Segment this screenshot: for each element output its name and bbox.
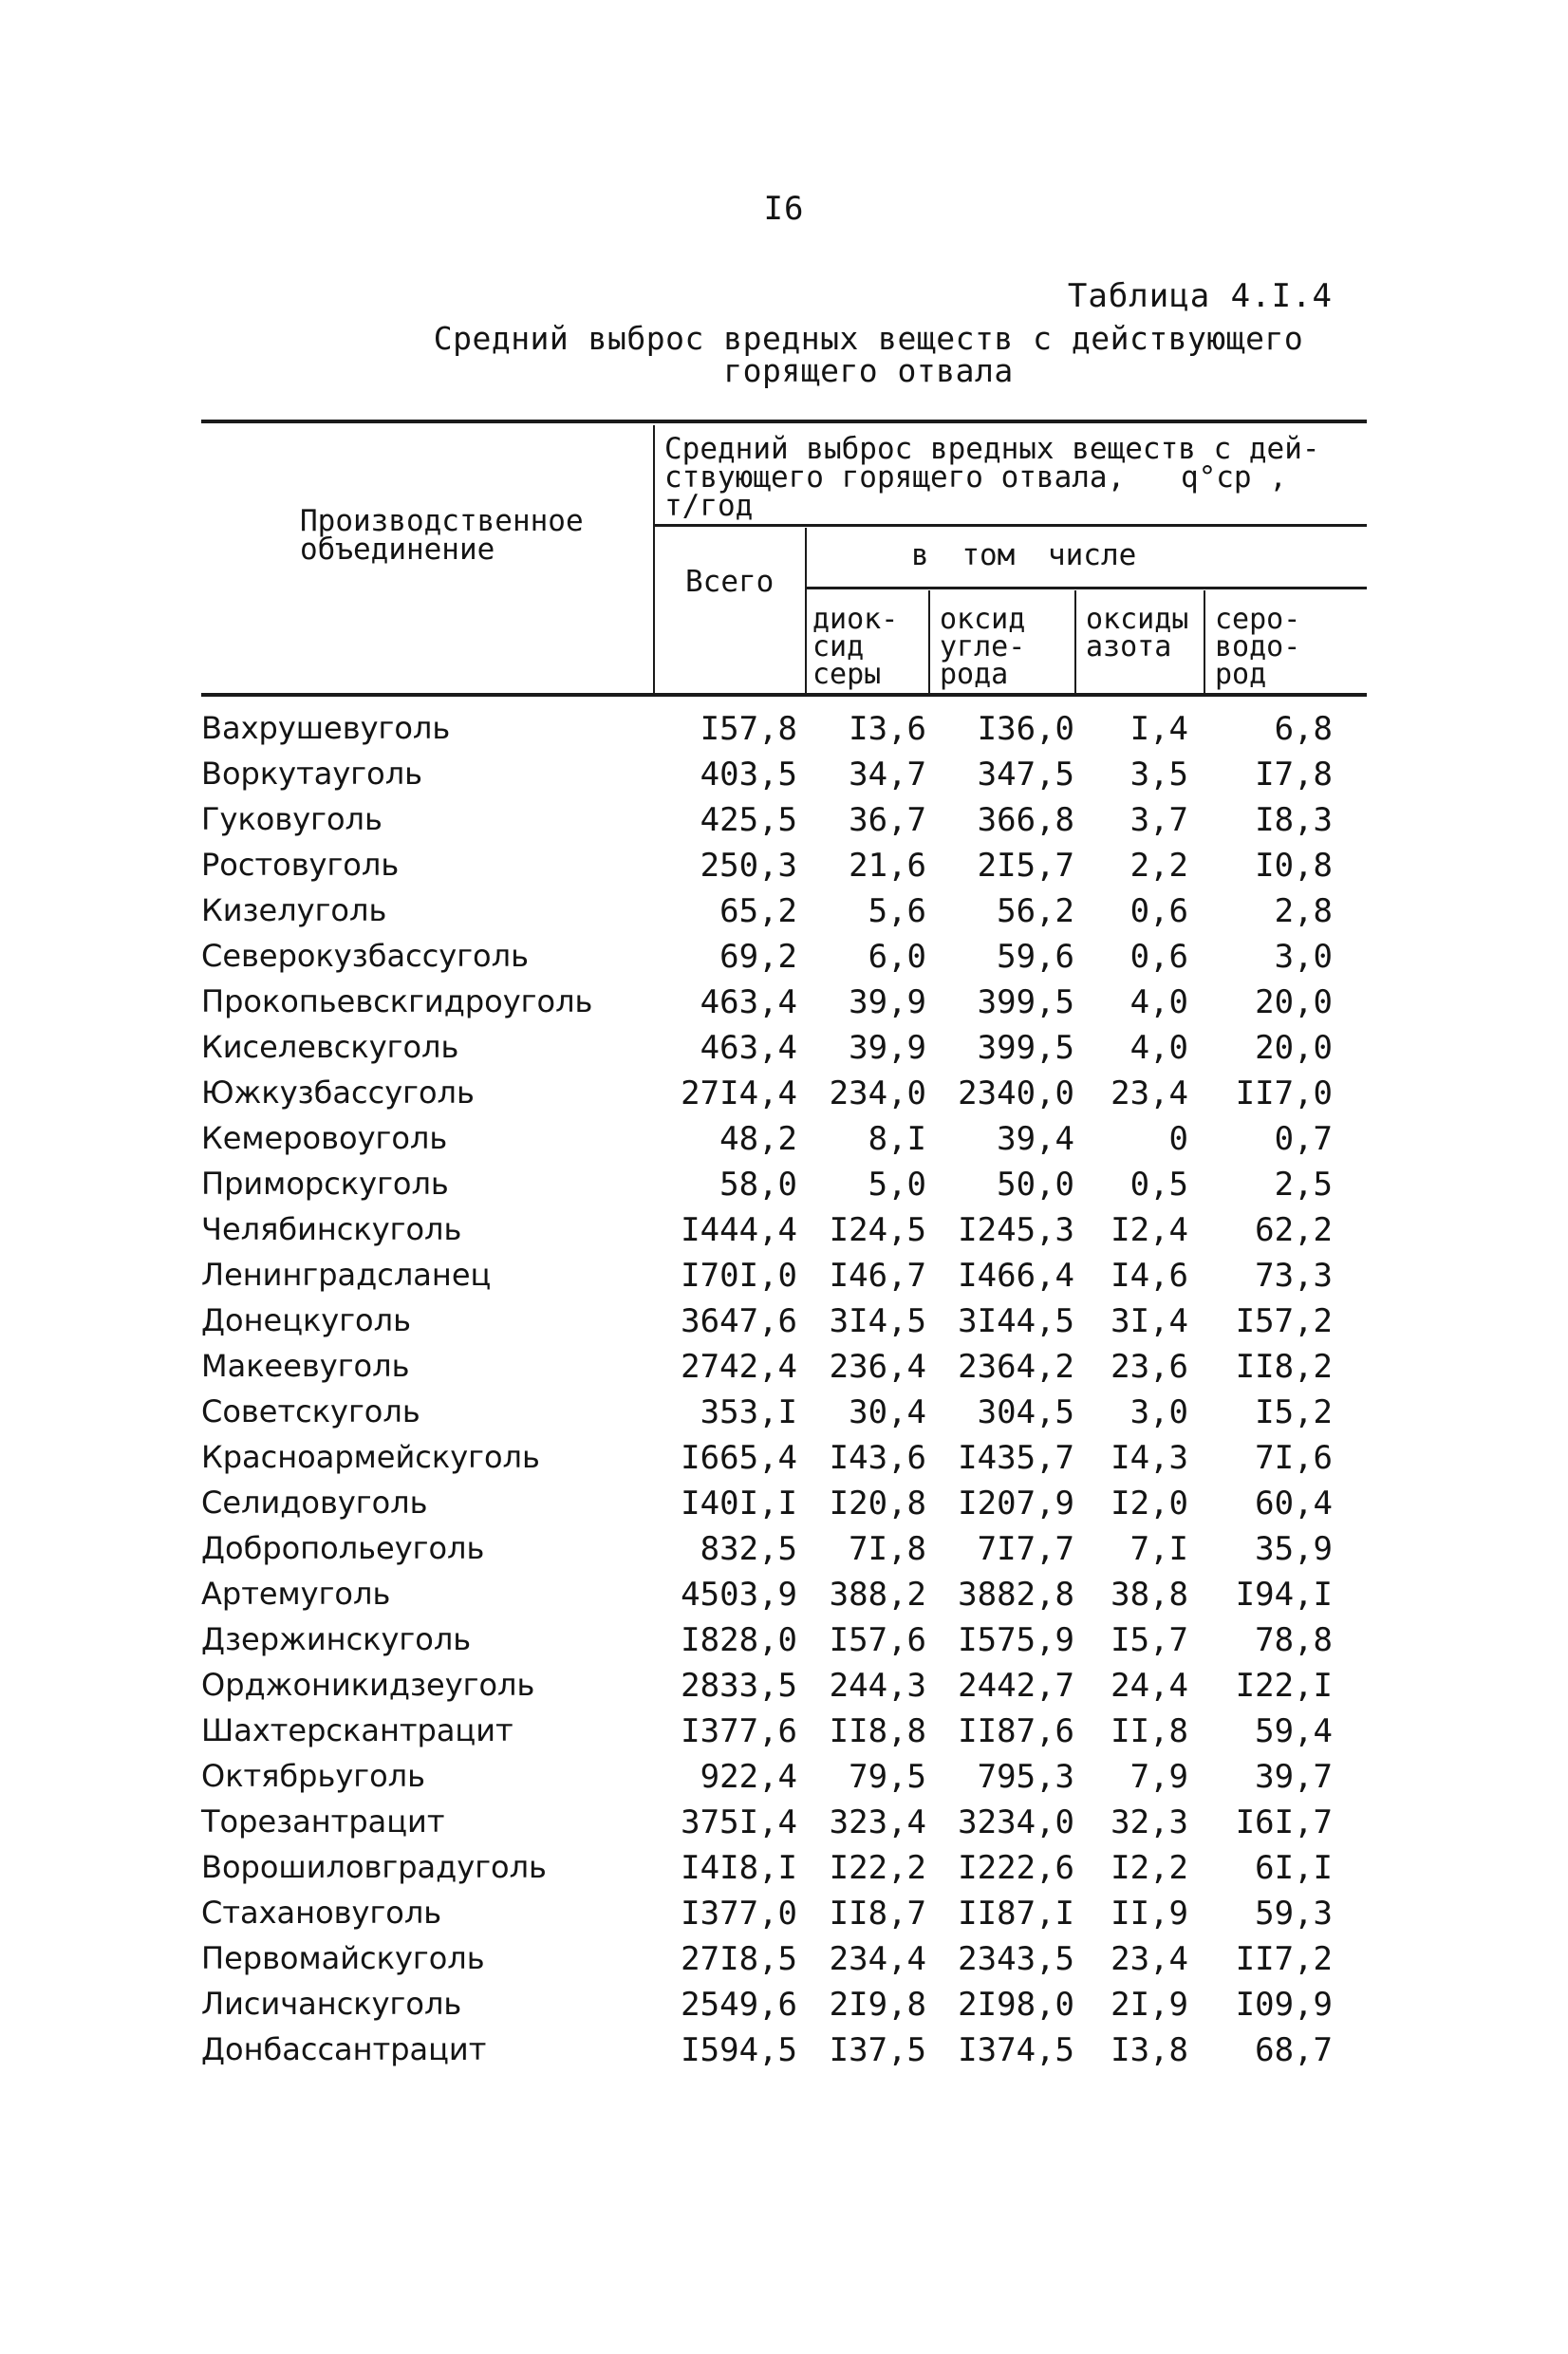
total-value: I444,4: [681, 1211, 797, 1249]
nox-value: 23,4: [1111, 1940, 1188, 1978]
association-name: Стахановуголь: [201, 1895, 442, 1931]
so2-value: II8,7: [829, 1895, 926, 1933]
so2-value: 6,0: [868, 938, 926, 976]
association-name: Лисичанскуголь: [201, 1986, 462, 2022]
h2s-value: 35,9: [1255, 1530, 1333, 1568]
table-row: [0, 892, 1568, 938]
h2s-value: 6I,I: [1255, 1849, 1333, 1887]
table-row: [0, 710, 1568, 756]
table-row: [0, 1302, 1568, 1348]
so2-value: 3I4,5: [829, 1302, 926, 1340]
nox-value: 7,I: [1129, 1530, 1188, 1568]
co-value: 2364,2: [958, 1348, 1074, 1386]
h2s-value: I09,9: [1235, 1986, 1333, 2024]
h2s-value: 59,4: [1255, 1712, 1333, 1750]
association-name: Прокопьевскгидроуголь: [201, 983, 593, 1019]
association-name: Ленинградсланец: [201, 1257, 492, 1293]
total-value: I665,4: [681, 1439, 797, 1477]
divider-name-total: [653, 425, 655, 693]
so2-value: 34,7: [849, 756, 926, 794]
total-value: 65,2: [719, 892, 797, 930]
table-row: [0, 756, 1568, 801]
association-name: Воркутауголь: [201, 756, 422, 792]
table-row: [0, 1849, 1568, 1895]
table-row: [0, 1895, 1568, 1940]
total-value: 4503,9: [681, 1576, 797, 1614]
co-value: 39,4: [997, 1120, 1074, 1158]
nox-value: 4,0: [1129, 983, 1188, 1021]
so2-value: 234,0: [829, 1074, 926, 1112]
h2s-value: 2,5: [1274, 1166, 1333, 1204]
total-value: 69,2: [719, 938, 797, 976]
association-name: Киселевскуголь: [201, 1029, 459, 1065]
nox-value: 24,4: [1111, 1667, 1188, 1705]
group-title-header: [664, 432, 1320, 523]
so2-header-line-1: диок-: [812, 603, 899, 636]
table-row: [0, 1074, 1568, 1120]
association-name: Красноармейскуголь: [201, 1439, 540, 1475]
table-title: [199, 320, 1538, 389]
association-name: Торезантрацит: [201, 1803, 445, 1840]
association-name: Шахтерскантрацит: [201, 1712, 513, 1748]
total-value: 2742,4: [681, 1348, 797, 1386]
h2s-value: II8,2: [1235, 1348, 1333, 1386]
total-value: 832,5: [700, 1530, 797, 1568]
association-name: Донецкуголь: [201, 1302, 411, 1338]
so2-value: 79,5: [849, 1758, 926, 1796]
co-value: 795,3: [977, 1758, 1074, 1796]
nox-value: 3I,4: [1111, 1302, 1188, 1340]
association-name: Октябрьуголь: [201, 1758, 425, 1794]
total-value: I828,0: [681, 1621, 797, 1659]
nox-value: 32,3: [1111, 1803, 1188, 1841]
nox-value: 3,0: [1129, 1393, 1188, 1431]
association-name: Советскуголь: [201, 1393, 420, 1429]
nox-value: I2,4: [1111, 1211, 1188, 1249]
so2-value: 2I9,8: [829, 1986, 926, 2024]
co-header: [940, 603, 1026, 691]
co-value: I207,9: [958, 1485, 1074, 1523]
table-top-rule: [201, 420, 1367, 423]
table-row: [0, 1348, 1568, 1393]
divider-nox-h2s: [1204, 590, 1205, 693]
group-title-line-2-text: ствующего горящего отвала,: [664, 460, 1126, 495]
so2-value: 39,9: [849, 1029, 926, 1067]
table-row: [0, 1393, 1568, 1439]
so2-value: I22,2: [829, 1849, 926, 1887]
co-value: 3882,8: [958, 1576, 1074, 1614]
co-header-line-2: угле-: [940, 630, 1026, 663]
table-row: [0, 1257, 1568, 1302]
nox-value: 0,5: [1129, 1166, 1188, 1204]
h2s-value: I5,2: [1255, 1393, 1333, 1431]
co-value: 304,5: [977, 1393, 1074, 1431]
total-value: I70I,0: [681, 1257, 797, 1295]
h2s-value: 59,3: [1255, 1895, 1333, 1933]
group-title-line-2: [664, 460, 1320, 495]
association-name: Гуковуголь: [201, 801, 383, 837]
nox-value: 23,6: [1111, 1348, 1188, 1386]
nox-value: I2,2: [1111, 1849, 1188, 1887]
co-value: 3I44,5: [958, 1302, 1074, 1340]
nox-value: I4,6: [1111, 1257, 1188, 1295]
h2s-value: 0,7: [1274, 1120, 1333, 1158]
so2-value: 244,3: [829, 1667, 926, 1705]
h2s-value: 60,4: [1255, 1485, 1333, 1523]
co-value: 2442,7: [958, 1667, 1074, 1705]
total-value: 250,3: [700, 847, 797, 885]
nox-value: 7,9: [1129, 1758, 1188, 1796]
co-value: I575,9: [958, 1621, 1074, 1659]
so2-header-line-2: сид: [812, 630, 865, 663]
nox-value: 23,4: [1111, 1074, 1188, 1112]
co-value: 3234,0: [958, 1803, 1074, 1841]
divider-co-nox: [1074, 590, 1076, 693]
h2s-value: I94,I: [1235, 1576, 1333, 1614]
co-value: 56,2: [997, 892, 1074, 930]
association-name: Макеевуголь: [201, 1348, 410, 1384]
h2s-value: II7,2: [1235, 1940, 1333, 1978]
so2-value: 388,2: [829, 1576, 926, 1614]
total-value: 27I8,5: [681, 1940, 797, 1978]
nox-value: 38,8: [1111, 1576, 1188, 1614]
h2s-value: 62,2: [1255, 1211, 1333, 1249]
table-row: [0, 983, 1568, 1029]
so2-value: 234,4: [829, 1940, 926, 1978]
so2-value: I57,6: [829, 1621, 926, 1659]
so2-value: I37,5: [829, 2031, 926, 2069]
co-value: I245,3: [958, 1211, 1074, 1249]
nox-value: 3,5: [1129, 756, 1188, 794]
h2s-value: 20,0: [1255, 983, 1333, 1021]
h2s-value: I0,8: [1255, 847, 1333, 885]
group-title-line-1: Средний выброс вредных веществ с дей-: [664, 432, 1320, 466]
co-header-line-1: оксид: [940, 603, 1026, 636]
divider-total-components: [805, 528, 807, 693]
h2s-value: 78,8: [1255, 1621, 1333, 1659]
subgroup-rule: [807, 587, 1367, 589]
header-bottom-rule: [201, 693, 1367, 697]
association-name: Ворошиловградуголь: [201, 1849, 547, 1885]
so2-value: I24,5: [829, 1211, 926, 1249]
table-row: [0, 1712, 1568, 1758]
h2s-value: 20,0: [1255, 1029, 1333, 1067]
total-header: Всего: [685, 565, 775, 599]
table-title-line-2: горящего отвала: [723, 352, 1014, 389]
table-row: [0, 1029, 1568, 1074]
co-value: 2I5,7: [977, 847, 1074, 885]
co-value: 7I7,7: [977, 1530, 1074, 1568]
so2-value: 5,0: [868, 1166, 926, 1204]
row-label-header: [300, 504, 584, 567]
nox-value: 2I,9: [1111, 1986, 1188, 2024]
table-row: [0, 1166, 1568, 1211]
association-name: Добропольеуголь: [201, 1530, 485, 1566]
co-value: I222,6: [958, 1849, 1074, 1887]
page-number: I6: [763, 190, 805, 228]
so2-value: 7I,8: [849, 1530, 926, 1568]
nox-value: 3,7: [1129, 801, 1188, 839]
group-title-line-3: т/год: [664, 489, 754, 523]
association-name: Донбассантрацит: [201, 2031, 487, 2067]
association-name: Челябинскуголь: [201, 1211, 462, 1247]
association-name: Дзержинскуголь: [201, 1621, 472, 1657]
total-value: I377,0: [681, 1895, 797, 1933]
total-value: 3647,6: [681, 1302, 797, 1340]
h2s-header-line-3: род: [1215, 658, 1267, 691]
so2-value: I3,6: [849, 710, 926, 748]
table-row: [0, 1211, 1568, 1257]
total-value: I594,5: [681, 2031, 797, 2069]
h2s-value: I8,3: [1255, 801, 1333, 839]
total-value: 27I4,4: [681, 1074, 797, 1112]
total-value: 2549,6: [681, 1986, 797, 2024]
h2s-value: I7,8: [1255, 756, 1333, 794]
nox-value: 2,2: [1129, 847, 1188, 885]
h2s-value: 6,8: [1274, 710, 1333, 748]
association-name: Ростовуголь: [201, 847, 400, 883]
association-name: Первомайскуголь: [201, 1940, 485, 1976]
co-value: 399,5: [977, 983, 1074, 1021]
association-name: Кемеровоуголь: [201, 1120, 448, 1156]
nox-value: I5,7: [1111, 1621, 1188, 1659]
table-row: [0, 1986, 1568, 2031]
co-value: 399,5: [977, 1029, 1074, 1067]
table-row: [0, 847, 1568, 892]
association-name: Вахрушевуголь: [201, 710, 451, 746]
co-value: II87,I: [958, 1895, 1074, 1933]
total-value: 48,2: [719, 1120, 797, 1158]
so2-value: I46,7: [829, 1257, 926, 1295]
so2-value: 8,I: [868, 1120, 926, 1158]
h2s-header-line-1: серо-: [1215, 603, 1301, 636]
co-value: I36,0: [977, 710, 1074, 748]
so2-header: [812, 603, 899, 691]
so2-value: 30,4: [849, 1393, 926, 1431]
total-value: I40I,I: [681, 1485, 797, 1523]
table-row: [0, 1667, 1568, 1712]
co-value: I435,7: [958, 1439, 1074, 1477]
table-row: [0, 1576, 1568, 1621]
nox-value: 0: [1168, 1120, 1188, 1158]
so2-header-line-3: серы: [812, 658, 882, 691]
so2-value: 36,7: [849, 801, 926, 839]
nox-value: 4,0: [1129, 1029, 1188, 1067]
co-value: 347,5: [977, 756, 1074, 794]
association-name: Кизелуголь: [201, 892, 387, 928]
h2s-value: I22,I: [1235, 1667, 1333, 1705]
total-value: 463,4: [700, 983, 797, 1021]
so2-value: 21,6: [849, 847, 926, 885]
so2-value: II8,8: [829, 1712, 926, 1750]
h2s-value: I57,2: [1235, 1302, 1333, 1340]
co-value: I466,4: [958, 1257, 1074, 1295]
total-value: 403,5: [700, 756, 797, 794]
total-value: 922,4: [700, 1758, 797, 1796]
nox-value: II,8: [1111, 1712, 1188, 1750]
nox-value: 0,6: [1129, 938, 1188, 976]
association-name: Селидовуголь: [201, 1485, 428, 1521]
table-title-line-1: Средний выброс вредных веществ с действующего: [433, 320, 1304, 357]
nox-value: I4,3: [1111, 1439, 1188, 1477]
total-value: 375I,4: [681, 1803, 797, 1841]
association-name: Южкузбассуголь: [201, 1074, 475, 1111]
co-value: 59,6: [997, 938, 1074, 976]
total-value: 353,I: [700, 1393, 797, 1431]
row-label-line-2: объединение: [300, 532, 495, 567]
association-name: Артемуголь: [201, 1576, 391, 1612]
nox-value: II,9: [1111, 1895, 1188, 1933]
table-row: [0, 2031, 1568, 2077]
so2-value: 323,4: [829, 1803, 926, 1841]
so2-value: I43,6: [829, 1439, 926, 1477]
nox-value: I3,8: [1111, 2031, 1188, 2069]
table-row: [0, 1439, 1568, 1485]
table-number: Таблица 4.I.4: [1067, 277, 1333, 315]
table-row: [0, 801, 1568, 847]
h2s-header-line-2: водо-: [1215, 630, 1301, 663]
co-value: 366,8: [977, 801, 1074, 839]
nox-value: I2,0: [1111, 1485, 1188, 1523]
nox-value: 0,6: [1129, 892, 1188, 930]
h2s-value: 3,0: [1274, 938, 1333, 976]
table-row: [0, 1758, 1568, 1803]
so2-value: 39,9: [849, 983, 926, 1021]
table-row: [0, 1120, 1568, 1166]
nox-value: I,4: [1129, 710, 1188, 748]
so2-value: I20,8: [829, 1485, 926, 1523]
co-value: I374,5: [958, 2031, 1074, 2069]
so2-value: 5,6: [868, 892, 926, 930]
nox-header-line-2: азота: [1086, 630, 1172, 663]
so2-value: 236,4: [829, 1348, 926, 1386]
emission-symbol: q°cp ,: [1180, 460, 1287, 495]
co-value: 50,0: [997, 1166, 1074, 1204]
table-row: [0, 938, 1568, 983]
total-value: 463,4: [700, 1029, 797, 1067]
table-row: [0, 1803, 1568, 1849]
total-value: I57,8: [700, 710, 797, 748]
h2s-value: 39,7: [1255, 1758, 1333, 1796]
nox-header: [1086, 603, 1189, 663]
total-value: 2833,5: [681, 1667, 797, 1705]
h2s-value: 7I,6: [1255, 1439, 1333, 1477]
h2s-value: 73,3: [1255, 1257, 1333, 1295]
row-label-line-1: Производственное: [300, 504, 584, 538]
co-value: 2I98,0: [958, 1986, 1074, 2024]
total-value: I4I8,I: [681, 1849, 797, 1887]
h2s-value: 2,8: [1274, 892, 1333, 930]
h2s-value: II7,0: [1235, 1074, 1333, 1112]
co-value: II87,6: [958, 1712, 1074, 1750]
co-header-line-3: рода: [940, 658, 1009, 691]
table-row: [0, 1621, 1568, 1667]
nox-header-line-1: оксиды: [1086, 603, 1189, 636]
table-row: [0, 1485, 1568, 1530]
co-value: 2343,5: [958, 1940, 1074, 1978]
association-name: Орджоникидзеуголь: [201, 1667, 535, 1703]
including-header: в том числе: [911, 538, 1137, 572]
total-value: 425,5: [700, 801, 797, 839]
total-value: 58,0: [719, 1166, 797, 1204]
group-title-rule: [655, 524, 1367, 527]
h2s-value: I6I,7: [1235, 1803, 1333, 1841]
table-row: [0, 1940, 1568, 1986]
co-value: 2340,0: [958, 1074, 1074, 1112]
h2s-value: 68,7: [1255, 2031, 1333, 2069]
association-name: Приморскуголь: [201, 1166, 449, 1202]
total-value: I377,6: [681, 1712, 797, 1750]
h2s-header: [1215, 603, 1301, 691]
divider-so2-co: [928, 590, 930, 693]
table-row: [0, 1530, 1568, 1576]
association-name: Северокузбассуголь: [201, 938, 529, 974]
